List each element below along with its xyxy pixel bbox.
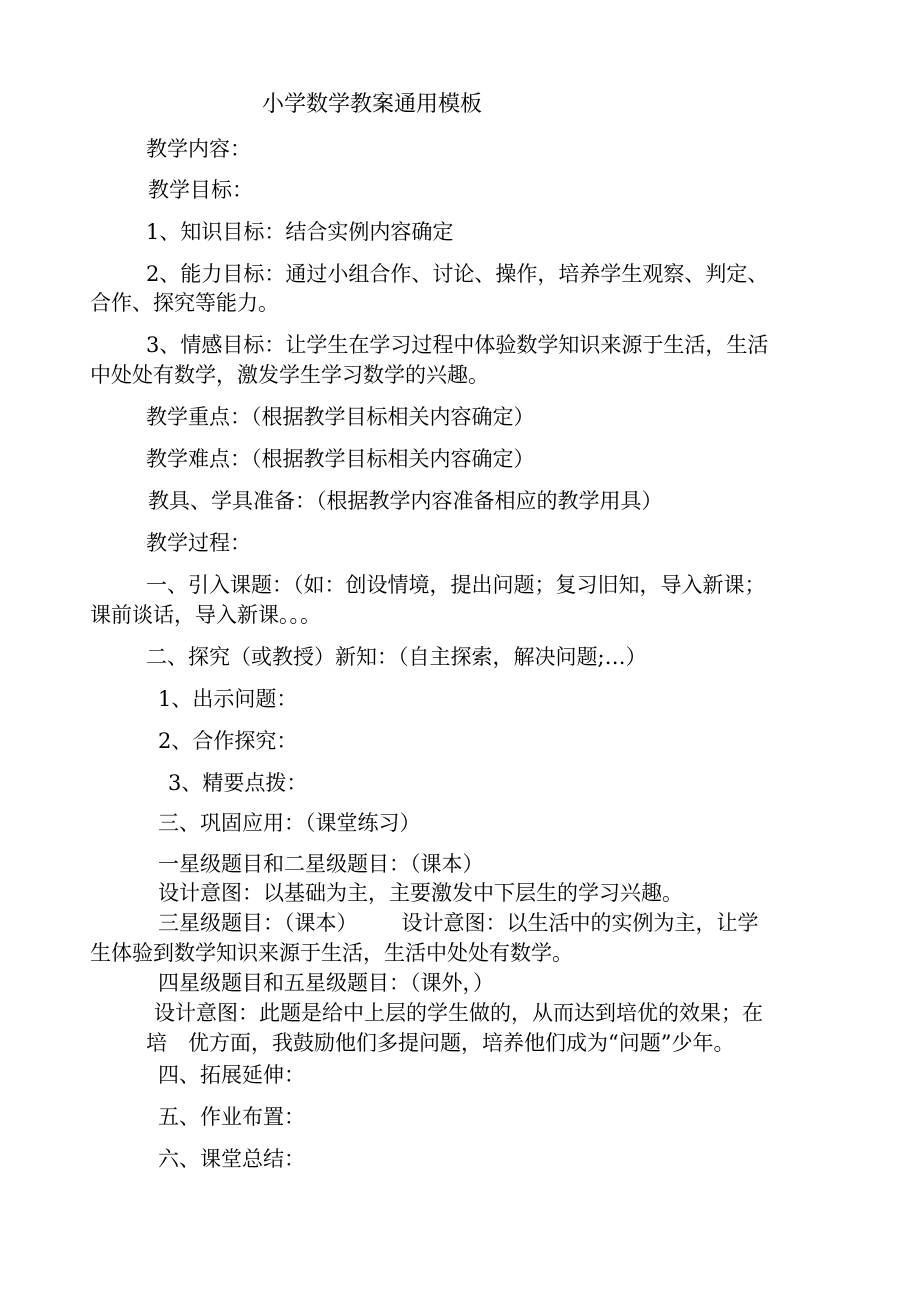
step2-sub2: 2、合作探究：: [158, 729, 298, 753]
step2-sub3: 3、精要点拨：: [168, 771, 308, 795]
document-title: 小学数学教案通用模板: [262, 92, 483, 117]
step2: 二、探究（或教授）新知：（自主探索，解决问题;…）: [146, 645, 647, 669]
goal-3-line1: 3、情感目标：让学生在学习过程中体验数学知识来源于生活，生活: [146, 333, 769, 357]
level3-line1: [158, 910, 759, 936]
key-points: 教学重点：（根据教学目标相关内容确定）: [146, 405, 535, 429]
level3: 三星级题目：（课本）: [158, 911, 358, 935]
content-label: 教学内容：: [146, 137, 251, 161]
process-label: 教学过程：: [146, 531, 251, 555]
step1-line2: 课前谈话，导入新课。。。: [90, 603, 321, 627]
goal-1: 1、知识目标：结合实例内容确定: [146, 220, 454, 244]
goal-2-line1: 2、能力目标：通过小组合作、讨论、操作，培养学生观察、判定、: [146, 262, 769, 286]
level45-intent-line2: 培 优方面，我鼓励他们多提问题，培养他们成为“问题”少年。: [146, 1031, 735, 1055]
materials: 教具、学具准备：（根据教学内容准备相应的教学用具）: [148, 489, 663, 513]
goals-label: 教学目标：: [148, 178, 253, 202]
difficulties: 教学难点：（根据教学目标相关内容确定）: [146, 447, 535, 471]
step3: 三、巩固应用：（课堂练习）: [158, 811, 421, 835]
level12-intent: 设计意图：以基础为主，主要激发中下层生的学习兴趣。: [158, 881, 683, 905]
step1-line1: 一、引入课题：（如：创设情境，提出问题；复习旧知，导入新课；: [146, 573, 766, 597]
goal-2-line2: 合作、探究等能力。: [90, 291, 279, 315]
level45-intent-line1: 设计意图：此题是给中上层的学生做的，从而达到培优的效果；在: [154, 1001, 763, 1025]
level3-intent: 设计意图：以生活中的实例为主，让学: [401, 911, 759, 935]
step6: 六、课堂总结：: [158, 1147, 305, 1171]
level3-intent-line2: 生体验到数学知识来源于生活，生活中处处有数学。: [90, 941, 573, 965]
step5: 五、作业布置：: [158, 1105, 305, 1129]
step4: 四、拓展延伸：: [158, 1063, 305, 1087]
goal-3-line2: 中处处有数学，激发学生学习数学的兴趣。: [90, 363, 489, 387]
level45: 四星级题目和五星级题目：（课外，）: [158, 971, 494, 995]
step2-sub1: 1、出示问题：: [158, 687, 298, 711]
level12: 一星级题目和二星级题目：（课本）: [158, 852, 484, 876]
